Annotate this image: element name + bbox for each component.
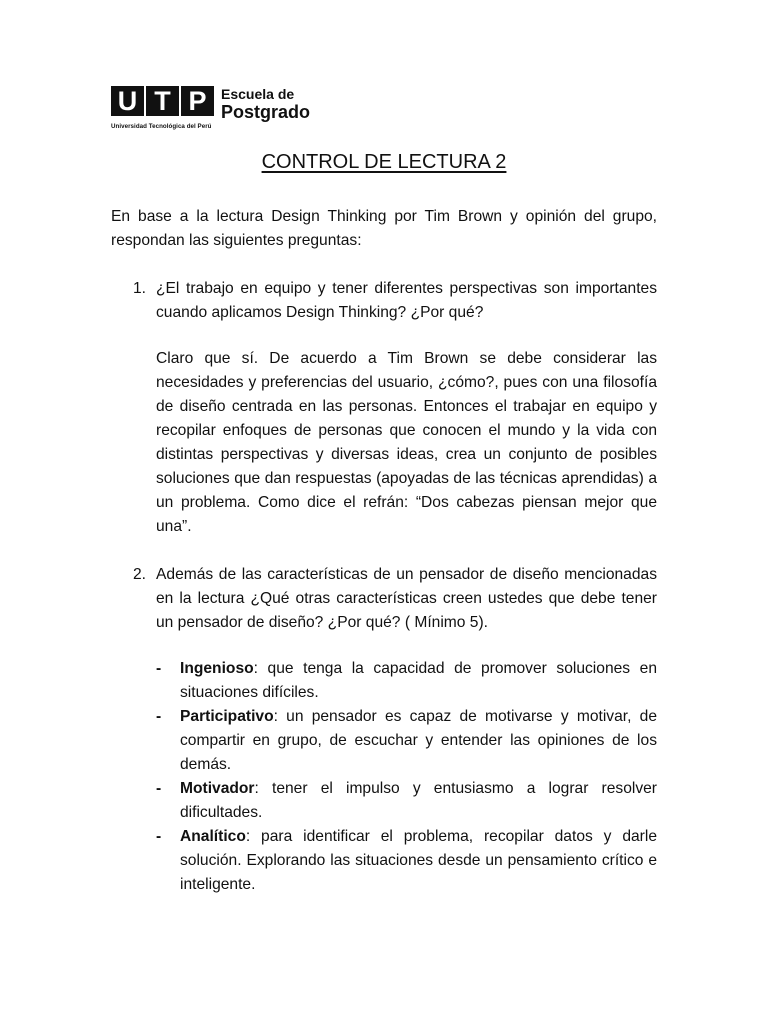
bullet-dash: -: [156, 780, 162, 797]
logo-letter-boxes: [111, 86, 214, 116]
document-title: CONTROL DE LECTURA 2: [261, 151, 507, 173]
bullet-text: : para identificar el problema, recopilar datos y darle solución. Explorando las situaciones desde un pensamiento crítico e inteligente.: [180, 828, 657, 893]
bullet-text: : un pensador es capaz de motivarse y motivar, de compartir en grupo, de escuchar y entender las opiniones de los demás.: [180, 708, 657, 773]
utp-logo: [111, 86, 331, 136]
question-1-number: 1.: [133, 280, 147, 297]
bullet-dash: -: [156, 708, 162, 725]
question-2-number: 2.: [133, 566, 147, 583]
question-2-text: Además de las características de un pensador de diseño mencionadas en la lectura ¿Qué otras características creen ustedes que debe tener un pensador de diseño? ¿Por qué? ( Mínimo 5).: [156, 566, 657, 631]
logo-school-name: [221, 86, 310, 121]
bullet-term: Motivador: [180, 780, 255, 797]
list-item: [156, 825, 657, 897]
logo-school-line2: Postgrado: [221, 102, 311, 122]
question-1-text: ¿El trabajo en equipo y tener diferentes perspectivas son importantes cuando aplicamos Design Thinking? ¿Por qué?: [156, 280, 657, 321]
logo-letter-t: T: [146, 86, 179, 116]
bullet-text: : que tenga la capacidad de promover soluciones en situaciones difíciles.: [180, 660, 657, 701]
intro-paragraph: En base a la lectura Design Thinking por Tim Brown y opinión del grupo, respondan las siguientes preguntas:: [111, 208, 657, 249]
bullet-term: Participativo: [180, 708, 274, 725]
bullet-term: Ingenioso: [180, 660, 254, 677]
logo-letter-p: P: [181, 86, 214, 116]
logo-university-name: Universidad Tecnológica del Perú: [111, 123, 212, 130]
list-item: [156, 657, 657, 705]
characteristics-list: [156, 657, 657, 897]
list-item: [156, 705, 657, 777]
answer-1-text: Claro que sí. De acuerdo a Tim Brown se debe considerar las necesidades y preferencias del usuario, ¿cómo?, pues con una filosofía de diseño centrada en las personas. Entonces el trabajar en equipo y recopilar enfoques de personas que conocen el mundo y la vida con distintas perspectivas y diversas ideas, crea un conjunto de posibles soluciones que dan respuestas (apoyadas de las técnicas aprendidas) a un problema. Como dice el refrán: “Dos cabezas piensan mejor que una”.: [156, 350, 657, 535]
bullet-term: Analítico: [180, 828, 246, 845]
bullet-dash: -: [156, 828, 162, 845]
bullet-dash: -: [156, 660, 162, 677]
logo-letter-u: U: [111, 86, 144, 116]
logo-school-line1: Escuela de: [221, 86, 295, 102]
bullet-text: : tener el impulso y entusiasmo a lograr resolver dificultades.: [180, 780, 657, 821]
list-item: [156, 777, 657, 825]
